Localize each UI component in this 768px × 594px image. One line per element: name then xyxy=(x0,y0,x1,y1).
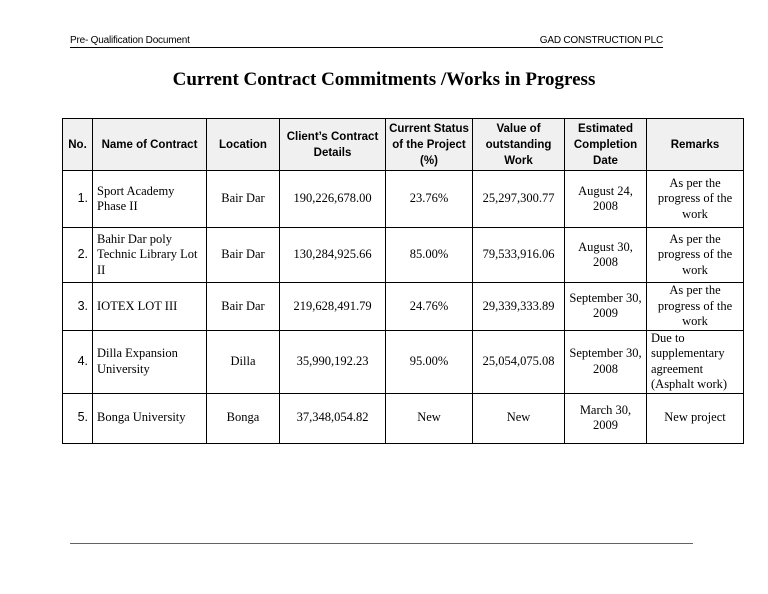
project-status: 85.00% xyxy=(386,228,473,283)
remarks: Due to supplementary agreement (Asphalt work) xyxy=(647,330,744,393)
contract-amount: 219,628,491.79 xyxy=(280,283,386,331)
contract-amount: 37,348,054.82 xyxy=(280,393,386,443)
column-header-current-status: Current Status of the Project (%) xyxy=(386,119,473,171)
remarks: As per the progress of the work xyxy=(647,228,744,283)
table-row xyxy=(63,283,744,331)
contract-amount: 130,284,925.66 xyxy=(280,228,386,283)
contract-location: Bair Dar xyxy=(207,171,280,228)
contract-name: Dilla Expansion University xyxy=(93,330,207,393)
contract-location: Bonga xyxy=(207,393,280,443)
contract-name: Bahir Dar poly Technic Library Lot II xyxy=(93,228,207,283)
remarks: As per the progress of the work xyxy=(647,283,744,331)
outstanding-value: New xyxy=(473,393,565,443)
contract-name: Bonga University xyxy=(93,393,207,443)
page-title: Current Contract Commitments /Works in Progress xyxy=(172,69,596,90)
completion-date: August 24, 2008 xyxy=(565,171,647,228)
contract-location: Bair Dar xyxy=(207,283,280,331)
completion-date: March 30, 2009 xyxy=(565,393,647,443)
column-header-remarks: Remarks xyxy=(647,119,744,171)
project-status: 23.76% xyxy=(386,171,473,228)
table-row xyxy=(63,330,744,393)
row-number: 4. xyxy=(63,330,93,393)
table-row xyxy=(63,393,744,443)
remarks: As per the progress of the work xyxy=(647,171,744,228)
outstanding-value: 79,533,916.06 xyxy=(473,228,565,283)
row-number: 1. xyxy=(63,171,93,228)
contract-amount: 35,990,192.23 xyxy=(280,330,386,393)
contract-name: IOTEX LOT III xyxy=(93,283,207,331)
outstanding-value: 25,054,075.08 xyxy=(473,330,565,393)
column-header-contract-details: Client’s Contract Details xyxy=(280,119,386,171)
project-status: 95.00% xyxy=(386,330,473,393)
column-header-outstanding-value: Value of outstanding Work xyxy=(473,119,565,171)
row-number: 2. xyxy=(63,228,93,283)
table-header-row xyxy=(63,119,744,171)
completion-date: August 30, 2008 xyxy=(565,228,647,283)
project-status: 24.76% xyxy=(386,283,473,331)
outstanding-value: 25,297,300.77 xyxy=(473,171,565,228)
contract-location: Dilla xyxy=(207,330,280,393)
row-number: 3. xyxy=(63,283,93,331)
footer-rule xyxy=(70,543,693,544)
contract-location: Bair Dar xyxy=(207,228,280,283)
column-header-location: Location xyxy=(207,119,280,171)
table-row xyxy=(63,228,744,283)
contracts-table xyxy=(62,118,744,444)
row-number: 5. xyxy=(63,393,93,443)
header-company-name: GAD CONSTRUCTION PLC xyxy=(539,35,663,46)
column-header-completion-date: Estimated Completion Date xyxy=(565,119,647,171)
remarks: New project xyxy=(647,393,744,443)
contract-name: Sport Academy Phase II xyxy=(93,171,207,228)
header-rule xyxy=(70,47,663,48)
outstanding-value: 29,339,333.89 xyxy=(473,283,565,331)
column-header-no: No. xyxy=(63,119,93,171)
project-status: New xyxy=(386,393,473,443)
column-header-name: Name of Contract xyxy=(93,119,207,171)
table-row xyxy=(63,171,744,228)
completion-date: September 30, 2009 xyxy=(565,283,647,331)
header-document-label: Pre- Qualification Document xyxy=(70,35,190,46)
completion-date: September 30, 2008 xyxy=(565,330,647,393)
contract-amount: 190,226,678.00 xyxy=(280,171,386,228)
